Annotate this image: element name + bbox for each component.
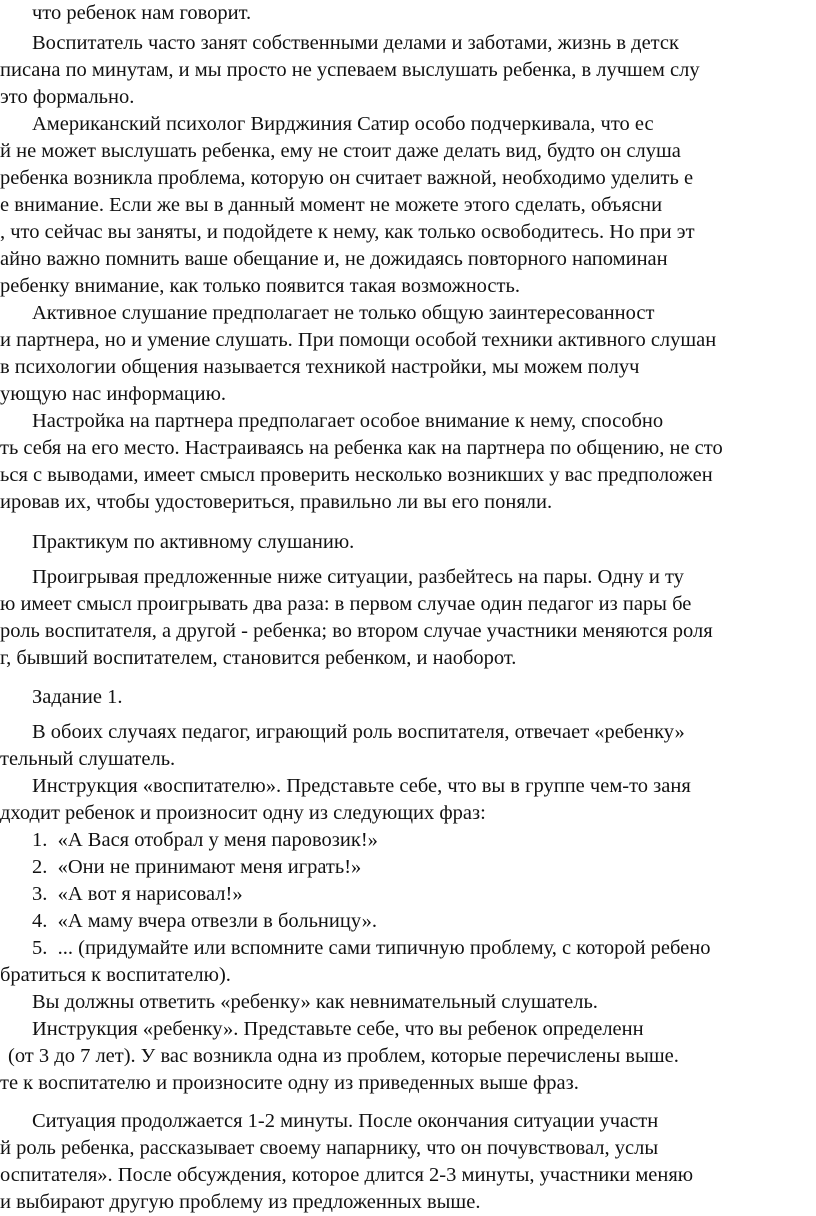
text-line: те к воспитателю и произносите одну из приведенных выше фраз.: [0, 1072, 579, 1094]
text-line: ировав их, чтобы удостовериться, правильно ли вы его поняли.: [0, 491, 553, 513]
text-line: Настройка на партнера предполагает особое внимание к нему, способно: [32, 410, 664, 432]
text-line: писана по минутам, и мы просто не успеваем выслушать ребенка, в лучшем слу: [0, 59, 700, 81]
text-line: , что сейчас вы заняты, и подойдете к нему, как только освободитесь. Но при эт: [0, 221, 695, 243]
task-heading: Задание 1.: [32, 686, 123, 708]
text-line: Вы должны ответить «ребенку» как невнимательный слушатель.: [32, 991, 598, 1013]
text-line: дходит ребенок и произносит одну из следующих фраз:: [0, 802, 486, 824]
text-line: В обоих случаях педагог, играющий роль воспитателя, отвечает «ребенку»: [32, 721, 685, 743]
text-line: г, бывший воспитателем, становится ребенком, и наоборот.: [0, 647, 517, 669]
text-line: Инструкция «воспитателю». Представьте себе, что вы в группе чем-то заня: [32, 775, 691, 797]
text-line: Американский психолог Вирджиния Сатир особо подчеркивала, что ес: [32, 113, 654, 135]
text-line: Активное слушание предполагает не только общую заинтересованност: [32, 302, 655, 324]
text-line: Инструкция «ребенку». Представьте себе, что вы ребенок определенн: [32, 1018, 644, 1040]
text-line: ю имеет смысл проигрывать два раза: в первом случае один педагог из пары бе: [0, 593, 692, 615]
list-item: 3. «А вот я нарисовал!»: [32, 883, 243, 905]
text-line: й не может выслушать ребенка, ему не стоит даже делать вид, будто он слуша: [0, 140, 681, 162]
text-line: что ребенок нам говорит.: [32, 2, 252, 24]
text-line: это формально.: [0, 86, 135, 108]
text-line: (от 3 до 7 лет). У вас возникла одна из проблем, которые перечислены выше.: [8, 1045, 679, 1067]
text-line: Проигрывая предложенные ниже ситуации, разбейтесь на пары. Одну и ту: [32, 566, 684, 588]
text-line: ующую нас информацию.: [0, 383, 227, 405]
text-line: и выбирают другую проблему из предложенных выше.: [0, 1191, 481, 1213]
text-line: роль воспитателя, а другой - ребенка; во втором случае участники меняются роля: [0, 620, 713, 642]
text-line: ребенка возникла проблема, которую он считает важной, необходимо уделить е: [0, 167, 694, 189]
text-line: братиться к воспитателю).: [0, 964, 231, 986]
text-line: е внимание. Если же вы в данный момент не можете этого сделать, объясни: [0, 194, 663, 216]
text-line: ть себя на его место. Настраиваясь на ребенка как на партнера по общению, не сто: [0, 437, 723, 459]
text-line: оспитателя». После обсуждения, которое длится 2-3 минуты, участники меняю: [0, 1164, 694, 1186]
list-item: 1. «А Вася отобрал у меня паровозик!»: [32, 829, 378, 851]
text-line: Ситуация продолжается 1-2 минуты. После окончания ситуации участн: [32, 1110, 659, 1132]
section-heading: Практикум по активному слушанию.: [32, 531, 355, 553]
text-line: тельный слушатель.: [0, 748, 176, 770]
list-item: 4. «А маму вчера отвезли в больницу».: [32, 910, 377, 932]
text-line: ребенку внимание, как только появится такая возможность.: [0, 275, 520, 297]
text-line: в психологии общения называется техникой настройки, мы можем получ: [0, 356, 640, 378]
text-line: ься с выводами, имеет смысл проверить несколько возникших у вас предположен: [0, 464, 713, 486]
list-item: 5. ... (придумайте или вспомните сами типичную проблему, с которой ребено: [32, 937, 711, 959]
text-line: й роль ребенка, рассказывает своему напарнику, что он почувствовал, услы: [0, 1137, 659, 1159]
list-item: 2. «Они не принимают меня играть!»: [32, 856, 362, 878]
text-line: Воспитатель часто занят собственными делами и заботами, жизнь в детск: [32, 32, 679, 54]
text-line: айно важно помнить ваше обещание и, не дожидаясь повторного напоминан: [0, 248, 668, 270]
text-line: и партнера, но и умение слушать. При помощи особой техники активного слушан: [0, 329, 717, 351]
